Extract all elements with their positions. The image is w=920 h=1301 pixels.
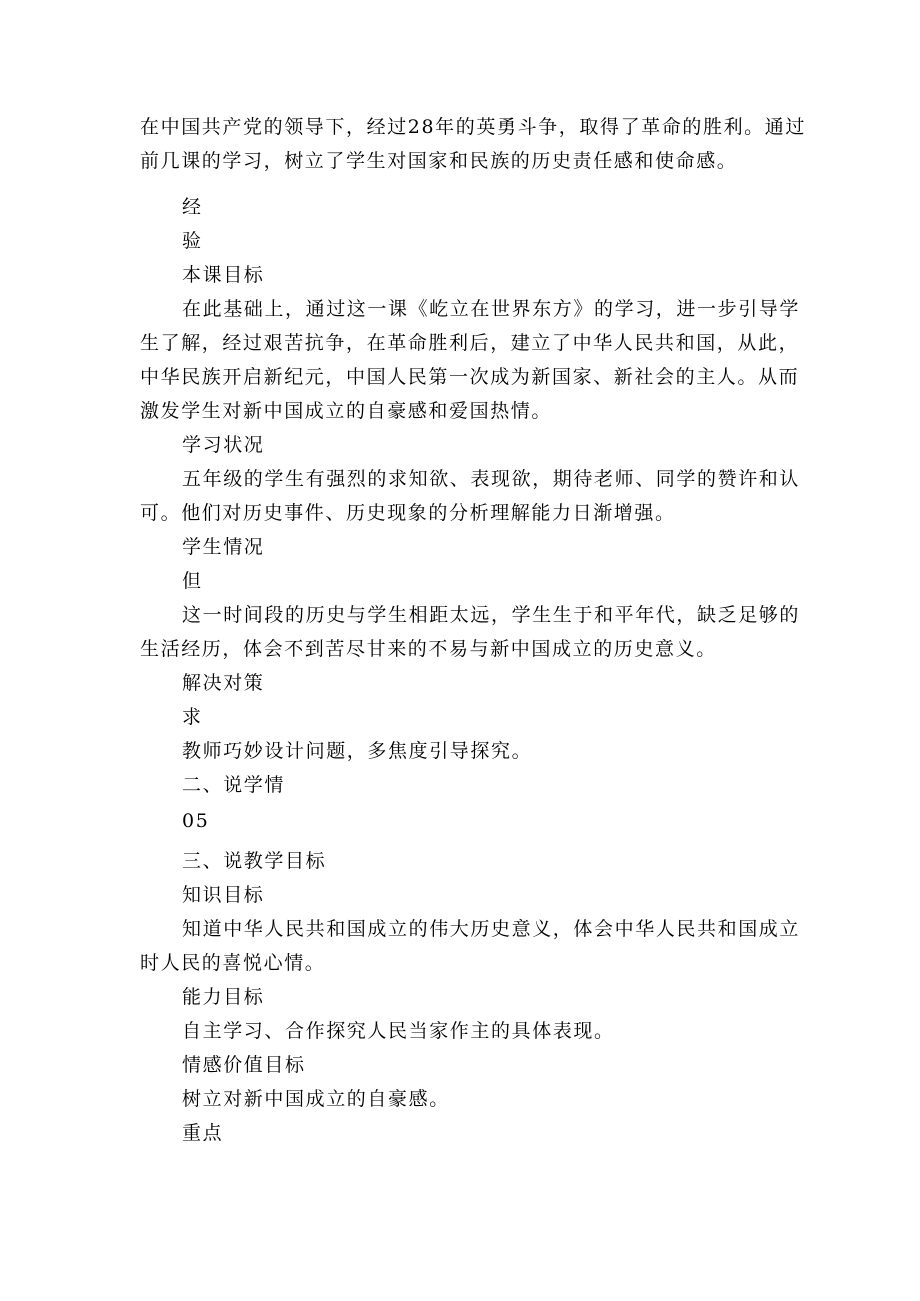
heading-ability-goal: 能力目标 [182,986,265,1008]
knowledge-line-2: 时人民的喜悦心情。 [140,952,326,974]
ability-text: 自主学习、合作探究人民当家作主的具体表现。 [182,1020,615,1042]
label-yan: 验 [182,230,203,252]
goal-line-4: 激发学生对新中国成立的自豪感和爱国热情。 [140,400,553,422]
emotion-text: 树立对新中国成立的自豪感。 [182,1088,450,1110]
label-dan: 但 [182,570,203,592]
intro-line-2: 前几课的学习，树立了学生对国家和民族的历史责任感和使命感。 [140,150,738,172]
heading-student-situation: 学生情况 [182,536,265,558]
solution-text: 教师巧妙设计问题，多焦度引导探究。 [182,740,533,762]
goal-line-1: 在此基础上，通过这一课《屹立在世界东方》的学习，进一步引导学 [182,298,801,320]
situation-line-1: 这一时间段的历史与学生相距太远，学生生于和平年代，缺乏足够的 [182,604,801,626]
situation-line-2: 生活经历，体会不到苦尽甘来的不易与新中国成立的历史意义。 [140,638,717,660]
heading-course-goal: 本课目标 [182,264,265,286]
heading-solution: 解决对策 [182,672,265,694]
document-page [140,110,806,1150]
heading-knowledge-goal: 知识目标 [182,884,265,906]
heading-learning-status: 学习状况 [182,434,265,456]
intro-line-1: 在中国共产党的领导下，经过28年的英勇斗争，取得了革命的胜利。通过 [140,116,806,138]
section-3-title: 三、说教学目标 [182,850,327,872]
section-2-title: 二、说学情 [182,774,286,796]
goal-line-2: 生了解，经过艰苦抗争，在革命胜利后，建立了中华人民共和国，从此， [140,332,800,354]
status-line-1: 五年级的学生有强烈的求知欲、表现欲，期待老师、同学的赞许和认 [182,468,801,490]
status-line-2: 可。他们对历史事件、历史现象的分析理解能力日渐增强。 [140,502,676,524]
heading-key-point: 重点 [182,1122,224,1144]
goal-line-3: 中华民族开启新纪元，中国人民第一次成为新国家、新社会的主人。从而 [140,366,800,388]
label-jing: 经 [182,196,203,218]
knowledge-line-1: 知道中华人民共和国成立的伟大历史意义，体会中华人民共和国成立 [182,918,801,940]
label-qiu: 求 [182,706,203,728]
heading-emotion-goal: 情感价值目标 [182,1054,306,1076]
section-number: 05 [182,810,210,832]
